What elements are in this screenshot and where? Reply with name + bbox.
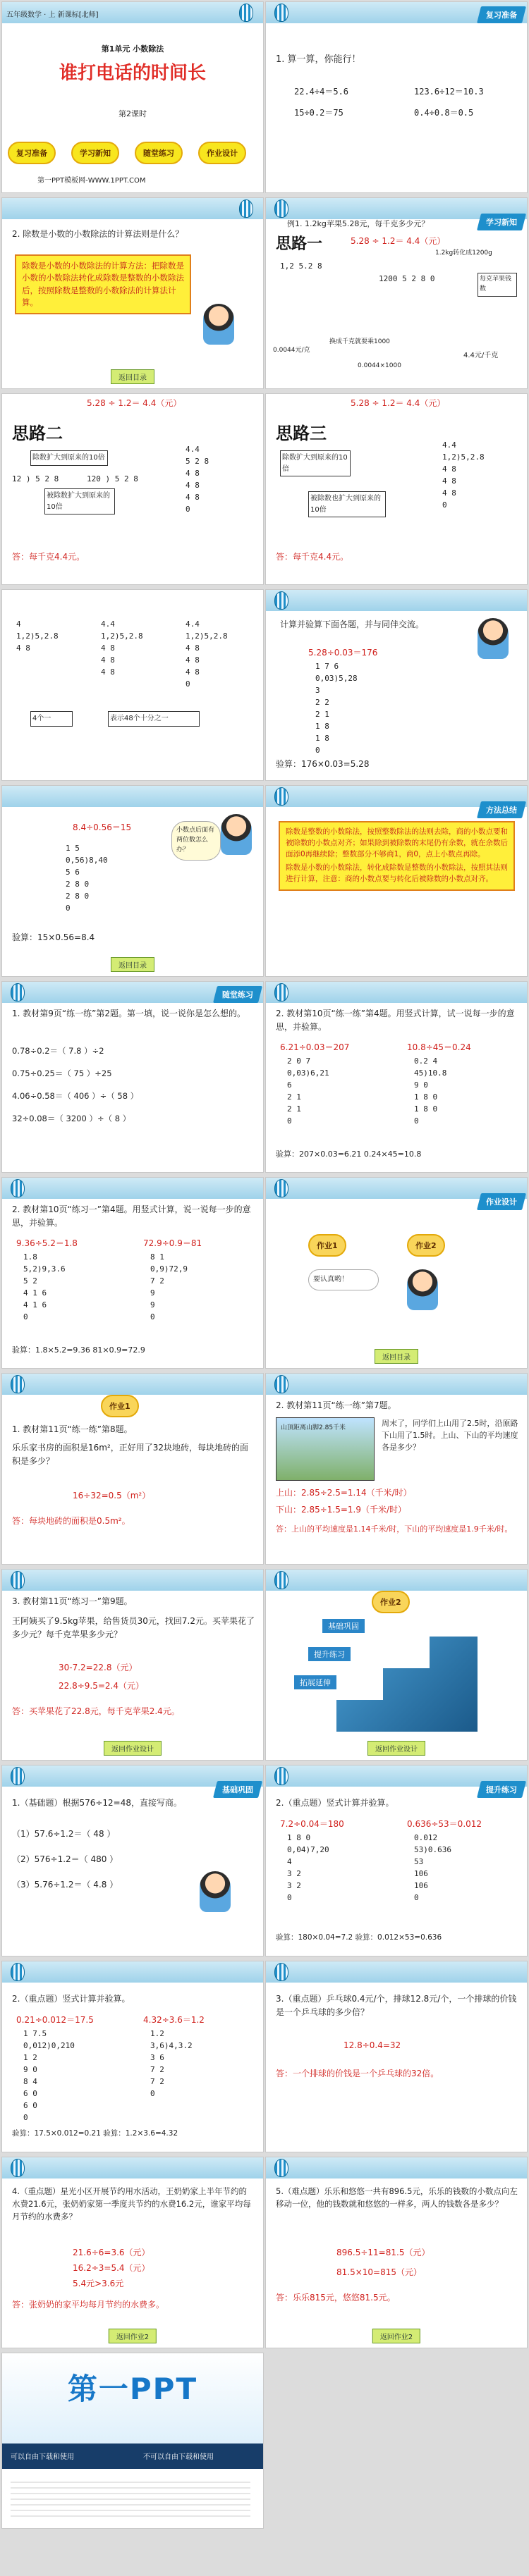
lesson-title: 谁打电话的时间长: [59, 63, 206, 84]
answer-text: 答：每千克4.4元。: [276, 552, 349, 562]
nav-homework-button[interactable]: 作业设计: [198, 142, 246, 164]
equation: 上山：2.85÷2.5=1.14（千米/时）: [276, 1488, 412, 1498]
review-item: 15÷0.2＝75: [294, 108, 343, 118]
longdiv: 4 1,2)5,2.8 4 8: [16, 620, 59, 653]
question-text: 1.（基础题）根据576÷12=48，直接写商。: [12, 1798, 183, 1808]
step-box: 被除数扩大到原来的10倍: [44, 488, 115, 514]
equation: 22.8÷9.5=2.4（元）: [59, 1681, 144, 1691]
division: 120 ) 5 2 8: [87, 474, 138, 483]
path2-slide: [1, 393, 264, 585]
practice-row: 32÷0.08＝（ 3200 ）÷（ 8 ）: [12, 1114, 131, 1123]
equation: 8.4÷0.56＝15: [73, 822, 132, 832]
section-tag: 方法总结: [477, 801, 526, 818]
longdiv: 8 1 0,9)72,9 7 2 9 9 0: [150, 1252, 188, 1322]
path-title: 思路二: [12, 424, 63, 443]
question-text: 4.（重点题）星光小区开展节约用水活动，王奶奶家上半年节约的水费21.6元，张奶奶家第一季度共节约的水费16.2元，谁家平均每月节约的水费多？: [12, 2186, 251, 2221]
equation: 896.5÷11=81.5（元）: [336, 2248, 430, 2257]
hard-slide: [265, 2157, 528, 2348]
back-to-hw2-button[interactable]: 返回作业2: [372, 2329, 420, 2343]
key3-slide: [265, 1961, 528, 2152]
answer-text: 答：每千克4.4元。: [12, 552, 85, 562]
slide-topbar: [266, 1374, 527, 1395]
basic-row: （3）5.76÷1.2＝（ 4.8 ）: [12, 1880, 118, 1890]
student-character: [478, 618, 509, 659]
question-text: 2. 教材第10页“练一练”第4题。用竖式计算，试一说每一步的意思，并验算。: [276, 1009, 515, 1032]
back-to-menu-button[interactable]: 返回目录: [111, 957, 154, 972]
stair-label-2[interactable]: 提升练习: [308, 1647, 351, 1661]
equation: 10.8÷45＝0.24: [407, 1042, 471, 1052]
equation: 5.4元>3.6元: [73, 2279, 124, 2288]
longdiv: 0.012 53)0.636 53 106 106 0: [414, 1833, 451, 1903]
stairs-graphic: [336, 1626, 478, 1732]
slide-topbar: [2, 1178, 263, 1199]
balloon-icon: [11, 1767, 25, 1785]
check2-slide: [1, 785, 264, 977]
footer-text-2: 不可以自由下载和使用: [143, 2453, 214, 2461]
note: 换成千克就要乘1000: [329, 338, 390, 345]
section-tag: 学习新知: [477, 214, 526, 230]
homework1-button[interactable]: 作业1: [308, 1234, 346, 1257]
nav-practice-button[interactable]: 随堂练习: [135, 142, 183, 164]
step-box: 被除数也扩大到原来的10倍: [308, 491, 386, 517]
equation: 16.2÷3=5.4（元）: [73, 2263, 150, 2273]
balloon-icon: [274, 1963, 288, 1981]
basic-row: （2）576÷1.2＝（ 480 ）: [12, 1854, 118, 1864]
equation: 12.8÷0.4=32: [343, 2040, 401, 2050]
key2-slide: [1, 1961, 264, 2152]
question-text: 5.（难点题）乐乐和悠悠一共有896.5元，乐乐的钱数的小数点向左移动一位，他的钱数就和悠悠的一样多，两人的钱数各是多少？: [276, 2186, 518, 2209]
section-tag: 随堂练习: [213, 986, 262, 1003]
equation: 5.28 ÷ 1.2＝ 4.4（元）: [87, 398, 182, 408]
answer-text: 答：买苹果花了22.8元，每千克苹果2.4元。: [12, 1706, 180, 1716]
path-title: 思路一: [276, 235, 323, 253]
balloon-icon: [239, 4, 253, 22]
compare-slide: [1, 589, 264, 781]
thought-bubble: 小数点后面有两位数怎么办？: [171, 821, 221, 861]
check-text: 验算：15×0.56=8.4: [12, 932, 95, 942]
division-left: 1,2 5.2 8: [280, 261, 322, 271]
practice2-slide: [265, 981, 528, 1173]
question-text: 3.（重点题）乒乓球0.4元/个，排球12.8元/个，一个排球的价钱是一个乒乓球的多少倍？: [276, 1994, 517, 2017]
section-tag: 作业1: [101, 1395, 139, 1417]
note: 4.4元/千克: [463, 352, 499, 359]
student-character: [200, 1871, 231, 1912]
balloon-icon: [274, 2159, 288, 2177]
brand-logo: 第一PPT: [67, 2372, 198, 2406]
question-text: 2.（重点题）竖式计算并验算。: [276, 1798, 394, 1808]
slide-topbar: [2, 1570, 263, 1591]
path3-slide: [265, 393, 528, 585]
longdiv: 4.4 1,2)5,2.8 4 8 4 8 4 8 0: [186, 620, 228, 689]
balloon-icon: [274, 199, 288, 218]
question-text: 1. 教材第11页“练一练”第8题。: [12, 1424, 133, 1434]
question-text: 计算并验算下面各题，并与同伴交流。: [280, 620, 425, 629]
path-title: 思路三: [276, 424, 327, 443]
question-body: 乐乐家书房的面积是16m²，正好用了32块地砖，每块地砖的面积是多少？: [12, 1443, 249, 1466]
grade-header: 五年级数学 · 上 新课标[北师]: [6, 11, 99, 19]
balloon-icon: [274, 787, 288, 806]
back-to-homework-button[interactable]: 返回作业设计: [104, 1741, 162, 1756]
example-question: 例1. 1.2kg苹果5.28元，每千克多少元？: [287, 219, 430, 228]
back-to-menu-button[interactable]: 返回目录: [375, 1349, 418, 1364]
balloon-icon: [274, 4, 288, 22]
longdiv: 1 7 6 0,03)5,28 3 2 2 2 1 1 8 1 8 0: [315, 662, 358, 756]
back-to-hw2-button[interactable]: 返回作业2: [109, 2329, 157, 2343]
practice-row: 0.75÷0.25＝（ 75 ）÷25: [12, 1068, 112, 1078]
student-character: [407, 1269, 438, 1310]
practice3-slide: [1, 1177, 264, 1369]
slide-topbar: [2, 198, 263, 219]
key1-slide: [265, 1765, 528, 1956]
slide-topbar: [266, 1961, 527, 1983]
longdiv: 1 7.5 0,012)0,210 1 2 9 0 8 4 6 0 6 0 0: [23, 2029, 75, 2123]
footer-text-1: 可以自由下载和使用: [11, 2453, 74, 2461]
check-text: 验算：180×0.04=7.2 验算：0.012×53=0.636: [276, 1933, 442, 1942]
balloon-icon: [11, 2159, 25, 2177]
cover-slide[interactable]: [1, 1, 264, 193]
unit-label: 第1单元 小数除法: [101, 44, 164, 54]
basic-row: （1）57.6÷1.2＝（ 48 ）: [12, 1829, 116, 1839]
basic-slide: [1, 1765, 264, 1956]
section-tag: 作业设计: [477, 1193, 526, 1210]
stair-label-3[interactable]: 拓展延伸: [294, 1675, 336, 1689]
practice1-slide: [1, 981, 264, 1173]
longdiv: 1.2 3,6)4,3.2 3 6 7 2 7 2 0: [150, 2029, 193, 2099]
hw1b-slide: [265, 1373, 528, 1565]
slide-topbar: [266, 2157, 527, 2178]
equation: 5.28 ÷ 1.2＝ 4.4（元）: [351, 236, 446, 246]
note: 0.0044元/克: [273, 347, 310, 354]
rule-slide: [1, 197, 264, 389]
equation: 4.32÷3.6＝1.2: [143, 2015, 205, 2025]
question-text: 2. 教材第10页“练习一”第4题。用竖式计算，说一说每一步的意思，并验算。: [12, 1204, 251, 1228]
slide-topbar: [2, 2, 263, 23]
equation: 81.5×10=815（元）: [336, 2267, 422, 2277]
question-text: 3. 教材第11页“练习一”第9题。: [12, 1596, 133, 1606]
review-slide: [265, 1, 528, 193]
longdiv: 1 5 0,56)8,40 5 6 2 8 0 2 8 0 0: [66, 844, 108, 913]
equation: 0.636÷53＝0.012: [407, 1819, 482, 1829]
homework2-button[interactable]: 作业2: [407, 1234, 445, 1257]
division-right: 1200 5 2 8 0: [379, 274, 435, 283]
note: 0.0044×1000: [358, 362, 401, 369]
section-tag: 基础巩固: [213, 1781, 262, 1798]
longdiv: 1 8 0 0,04)7,20 4 3 2 3 2 0: [287, 1833, 329, 1903]
longdiv: 4.4 5 2 8 4 8 4 8 4 8 0: [186, 445, 209, 514]
note: 1.2kg转化成1200g: [435, 249, 492, 257]
equation: 下山：2.85÷1.5=1.9（千米/时）: [276, 1505, 407, 1515]
verify-slide: [265, 589, 528, 781]
question-text: 2.（重点题）竖式计算并验算。: [12, 1994, 130, 2004]
mountain-sign: 山顶距离山脚2.85千米: [281, 1424, 346, 1431]
summary-box: [279, 821, 515, 891]
longdiv: 1.8 5,2)9,3.6 5 2 4 1 6 4 1 6 0: [23, 1252, 66, 1322]
balloon-icon: [11, 1375, 25, 1393]
check-text: 验算：176×0.03=5.28: [276, 759, 370, 769]
slide-topbar: [2, 1374, 263, 1395]
slide-topbar: [266, 590, 527, 611]
balloon-icon: [239, 199, 253, 218]
label-box: 4个一: [30, 711, 73, 727]
balloon-icon: [11, 983, 25, 1002]
homework-slide: [265, 1177, 528, 1369]
check-text: 验算：207×0.03=6.21 0.24×45=10.8: [276, 1150, 422, 1159]
balloon-icon: [274, 1571, 288, 1589]
nav-review-button[interactable]: 复习准备: [8, 142, 56, 164]
equation: 21.6÷6=3.6（元）: [73, 2248, 150, 2257]
student-character: [221, 814, 252, 855]
review-item: 0.4÷0.8＝0.5: [414, 108, 474, 118]
question-body: 周末了，同学们上山用了2.5时，沿原路下山用了1.5时。上山、下山的平均速度各是多少？: [382, 1419, 518, 1453]
equation: 5.28 ÷ 1.2＝ 4.4（元）: [351, 398, 446, 408]
mountain-image: [276, 1417, 375, 1481]
equation: 72.9÷0.9＝81: [143, 1238, 202, 1248]
balloon-icon: [274, 1375, 288, 1393]
hw1c-slide: [1, 1569, 264, 1761]
stair-label-1[interactable]: 基础巩固: [322, 1619, 365, 1633]
speech-bubble: 要认真哟！: [308, 1269, 379, 1290]
student-character: [203, 304, 234, 345]
learn-slide: [265, 197, 528, 389]
longdiv: 4.4 1,2)5,2.8 4 8 4 8 4 8 0: [442, 440, 485, 510]
answer-text: 答：每块地砖的面积是0.5m²。: [12, 1516, 130, 1526]
step-box: 除数扩大到原来的10倍: [280, 450, 351, 476]
equation: 9.36÷5.2＝1.8: [16, 1238, 78, 1248]
fine-print: [11, 2477, 250, 2520]
longdiv: 4.4 1,2)5,2.8 4 8 4 8 4 8: [101, 620, 143, 677]
balloon-icon: [11, 1571, 25, 1589]
slide-topbar: [2, 1961, 263, 1983]
slide-topbar: [2, 786, 263, 807]
lesson-number: 第2课时: [118, 109, 147, 118]
step-box: 除数扩大到原来的10倍: [30, 450, 108, 466]
balloon-icon: [274, 591, 288, 610]
check-text: 验算：17.5×0.012=0.21 验算：1.2×3.6=4.32: [12, 2129, 178, 2138]
answer-text: 答：一个排球的价钱是一个乒乓球的32倍。: [276, 2069, 439, 2078]
equation: 6.21÷0.03＝207: [280, 1042, 350, 1052]
logo-slide: [1, 2353, 264, 2529]
longdiv: 2 0 7 0,03)6,21 6 2 1 2 1 0: [287, 1056, 329, 1126]
check-text: 验算：1.8×5.2=9.36 81×0.9=72.9: [12, 1345, 145, 1355]
review-item: 123.6÷12＝10.3: [414, 87, 484, 97]
equation: 30-7.2=22.8（元）: [59, 1663, 138, 1672]
nav-learn-button[interactable]: 学习新知: [71, 142, 119, 164]
equation: 16÷32=0.5（m²）: [73, 1491, 151, 1500]
longdiv: 0.2 4 45)10.8 9 0 1 8 0 1 8 0 0: [414, 1056, 447, 1126]
slide-topbar: [2, 2157, 263, 2178]
answer-text: 答：乐乐815元，悠悠81.5元。: [276, 2293, 396, 2303]
question-text: 2. 除数是小数的小数除法的计算法则是什么？: [12, 229, 184, 239]
balloon-icon: [274, 1767, 288, 1785]
review-item: 22.4÷4＝5.6: [294, 87, 349, 97]
summary-p1: 除数是整数的小数除法，按照整数除法的法则去除，商的小数点要和被除数的小数点对齐；如果除到被除数的末尾仍有余数，就在余数后面添0再继续除；整数部分不够商1，商0，点上小数点再除。: [286, 827, 508, 858]
division: 12 ) 5 2 8: [12, 474, 59, 483]
answer-text: 答：张奶奶的家平均每月节约的水费多。: [12, 2300, 165, 2310]
answer-text: 答：上山的平均速度是1.14千米/时，下山的平均速度是1.9千米/时。: [276, 1524, 513, 1534]
summary-p2: 除数是小数的小数除法，转化成除数是整数的小数除法，按照其法则进行计算，注意：商的小数点要与转化后被除数的小数点对齐。: [286, 863, 508, 883]
section-tag: 复习准备: [477, 6, 526, 23]
section-tag: 提升练习: [477, 1781, 526, 1798]
equation: 0.21÷0.012＝17.5: [16, 2015, 94, 2025]
balloon-icon: [274, 983, 288, 1002]
hw2-menu-slide: [265, 1569, 528, 1761]
balloon-icon: [11, 1963, 25, 1981]
label-box: 表示48个十分之一: [108, 711, 200, 727]
balloon-icon: [274, 1179, 288, 1197]
balloon-icon: [11, 1179, 25, 1197]
rule-box: 除数是小数的小数除法的计算方法：把除数是小数的小数除法转化成除数是整数的小数除法后，按照除数是整数的小数除法的计算法计算。: [15, 254, 191, 314]
question-body: 王阿姨买了9.5kg苹果，给售货员30元，找回7.2元。买苹果花了多少元？每千克苹果多少元？: [12, 1616, 255, 1639]
slide-topbar: [266, 1570, 527, 1591]
equation: 7.2÷0.04＝180: [280, 1819, 344, 1829]
practice-row: 4.06÷0.58＝（ 406 ）÷（ 58 ）: [12, 1091, 139, 1101]
note-box: 每克苹果钱数: [478, 273, 517, 297]
question-text: 1. 教材第9页“练一练”第2题。第一填，说一说你是怎么想的。: [12, 1009, 245, 1018]
question-text: 2. 教材第11页“练一练”第7题。: [276, 1400, 396, 1410]
equation: 5.28÷0.03＝176: [308, 648, 378, 658]
summary-slide: [265, 785, 528, 977]
footer-bar: [2, 2443, 263, 2469]
key4-slide: [1, 2157, 264, 2348]
back-to-menu-button[interactable]: 返回目录: [111, 369, 154, 384]
practice-row: 0.78÷0.2＝（ 7.8 ）÷2: [12, 1046, 104, 1056]
back-to-homework-button[interactable]: 返回作业设计: [367, 1741, 425, 1756]
section-tag: 作业2: [372, 1591, 410, 1613]
site-label: 第一PPT模板网-WWW.1PPT.COM: [37, 177, 146, 185]
slide-topbar: [266, 982, 527, 1003]
question-text: 1. 算一算，你能行！: [276, 54, 361, 65]
hw1a-slide: [1, 1373, 264, 1565]
